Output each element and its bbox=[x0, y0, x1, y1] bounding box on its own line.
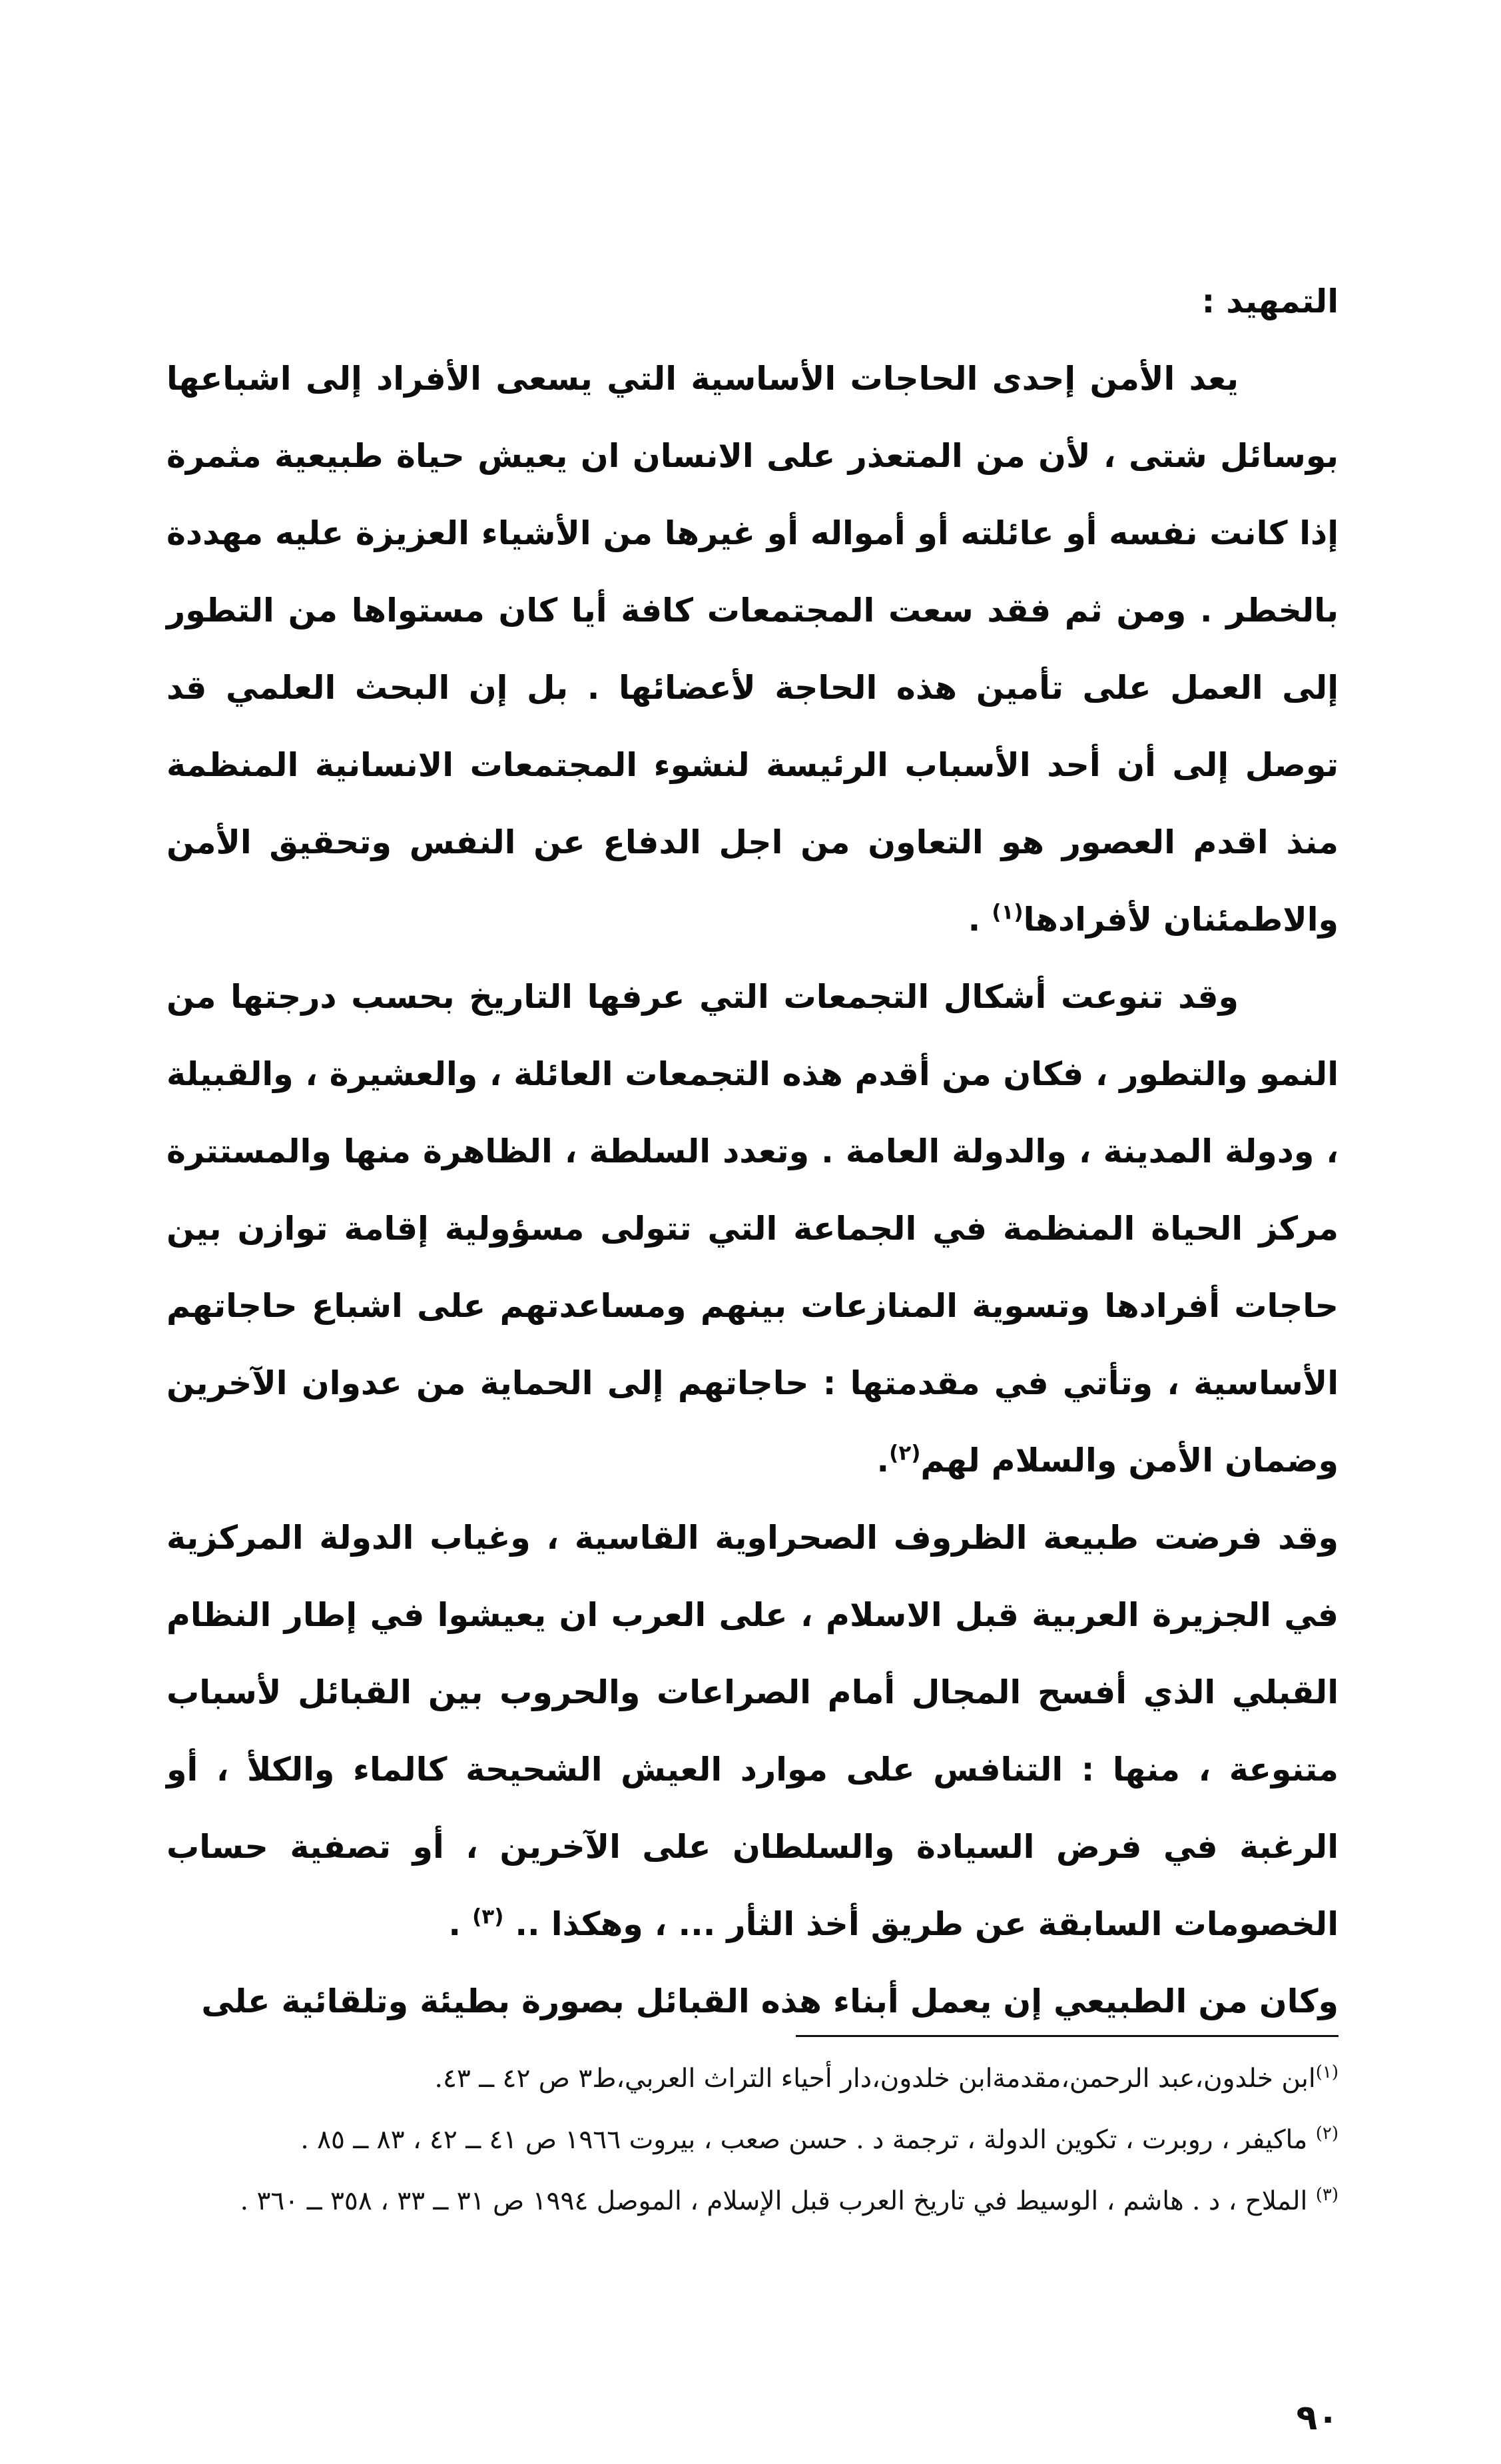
paragraph-1-text: يعد الأمن إحدى الحاجات الأساسية التي يسعى الأفراد إلى اشباعها بوسائل شتى ، لأن من المتعذر على الانسان ان يعيش حياة طبيعية مثمرة إذا كانت نفسه أو عائلته أو أمواله أو غيرها من الأشياء العزيزة عليه مهددة بالخطر . ومن ثم فقد سعت المجتمعات كافة أيا كان مستواها من التطور إلى العمل على تأمين هذه الحاجة لأعضائها . بل إن البحث العلمي قد توصل إلى أن أحد الأسباب الرئيسة لنشوء المجتمعات الانسانية المنظمة منذ اقدم العصور هو التعاون من اجل الدفاع عن النفس وتحقيق الأمن والاطمئنان لأفرادها bbox=[166, 360, 1339, 939]
footnote-separator bbox=[796, 2035, 1339, 2037]
footnote-mark-2: (٢) bbox=[1315, 2124, 1339, 2144]
paragraph-1 bbox=[166, 340, 1339, 959]
footnote-2 bbox=[166, 2116, 1339, 2164]
footnote-2-text: ماكيفر ، روبرت ، تكوين الدولة ، ترجمة د . حسن صعب ، بيروت ١٩٦٦ ص ٤١ ــ ٤٢ ، ٨٣ ــ ٨٥ . bbox=[300, 2125, 1316, 2155]
footnote-1 bbox=[166, 2055, 1339, 2103]
footnote-3 bbox=[166, 2178, 1339, 2226]
paragraph-4 bbox=[166, 1963, 1339, 2040]
paragraph-2 bbox=[166, 959, 1339, 1499]
footnote-1-text: ابن خلدون،عبد الرحمن،مقدمةابن خلدون،دار أحياء التراث العربي،ط٣ ص ٤٢ ــ ٤٣. bbox=[434, 2064, 1316, 2094]
page-number: ٩٠ bbox=[1296, 2398, 1339, 2438]
footnote-3-text: الملاح ، د . هاشم ، الوسيط في تاريخ العرب قبل الإسلام ، الموصل ١٩٩٤ ص ٣١ ــ ٣٣ ، ٣٥٨ ــ ٣٦٠ . bbox=[240, 2186, 1316, 2216]
footnote-mark-3: (٣) bbox=[1315, 2185, 1339, 2205]
paragraph-2-end: . bbox=[876, 1441, 890, 1479]
footnote-ref-1[interactable]: (١) bbox=[992, 900, 1024, 925]
footnote-ref-2[interactable]: (٢) bbox=[889, 1441, 921, 1465]
footnote-ref-3[interactable]: (٣) bbox=[472, 1904, 504, 1929]
paragraph-2-text: وقد تنوعت أشكال التجمعات التي عرفها التاريخ بحسب درجتها من النمو والتطور ، فكان من أقدم هذه التجمعات العائلة ، والعشيرة ، والقبيلة ، ودولة المدينة ، والدولة العامة . وتعدد السلطة ، الظاهرة منها والمستترة مركز الحياة المنظمة في الجماعة التي تتولى مسؤولية إقامة توازن بين حاجات أفرادها وتسوية المنازعات بينهم ومساعدتهم على اشباع حاجاتهم الأساسية ، وتأتي في مقدمتها : حاجاتهم إلى الحماية من عدوان الآخرين وضمان الأمن والسلام لهم bbox=[166, 978, 1339, 1479]
paragraph-1-end: . bbox=[968, 901, 992, 939]
paragraph-4-text: وكان من الطبيعي إن يعمل أبناء هذه القبائل بصورة بطيئة وتلقائية على bbox=[201, 1982, 1339, 2020]
main-text bbox=[166, 263, 1339, 2040]
section-heading: التمهيد : bbox=[1201, 282, 1339, 320]
footnotes-section bbox=[166, 2055, 1339, 2239]
paragraph-3-end: . bbox=[448, 1905, 473, 1943]
paragraph-3-text: وقد فرضت طبيعة الظروف الصحراوية القاسية ، وغياب الدولة المركزية في الجزيرة العربية قبل الاسلام ، على العرب ان يعيشوا في إطار النظام القبلي الذي أفسح المجال أمام الصراعات والحروب بين القبائل لأسباب متنوعة ، منها : التنافس على موارد العيش الشحيحة كالماء والكلأ ، أو الرغبة في فرض السيادة والسلطان على الآخرين ، أو تصفية حساب الخصومات السابقة عن طريق أخذ الثأر ... ، وهكذا .. bbox=[166, 1519, 1339, 1943]
footnote-mark-1: (١) bbox=[1315, 2062, 1339, 2082]
paragraph-3 bbox=[166, 1499, 1339, 1963]
